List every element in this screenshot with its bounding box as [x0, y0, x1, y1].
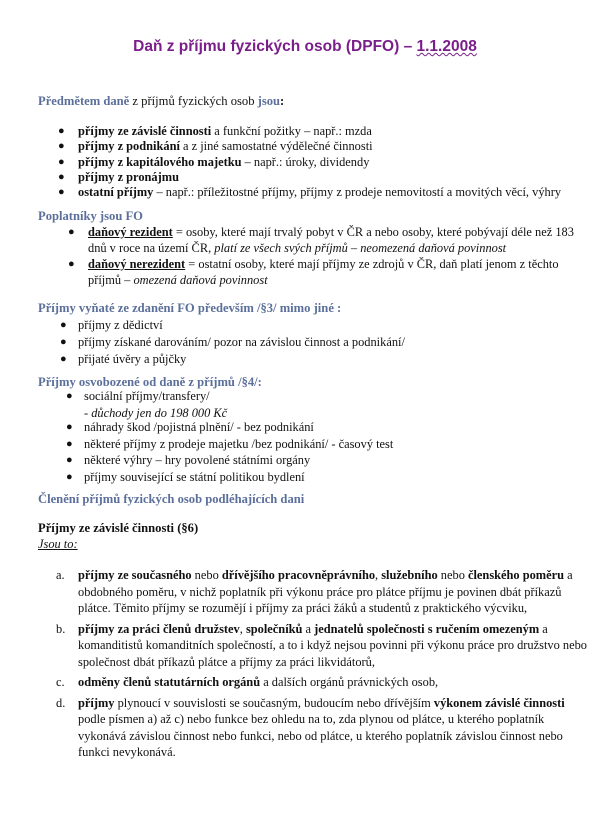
list-item: [0, 335, 610, 352]
list-zavisla: [0, 567, 610, 765]
ordered-item-label: d.: [56, 695, 66, 710]
list-osvobozene: [0, 389, 610, 486]
list-item: [0, 352, 610, 369]
list-item-text: některé výhry – hry povolené státními orgány: [84, 453, 311, 467]
list-item-text: příjmy související se státní politikou bydlení: [84, 469, 305, 484]
heading-osvobozene: Příjmy osvobozené od daně z příjmů /§4/:: [38, 375, 262, 389]
bullet-icon: ●: [68, 258, 75, 270]
list-item-italic: omezená daňová povinnost: [133, 272, 268, 287]
list-item-text: sociální příjmy/transfery/: [84, 389, 210, 403]
bullet-icon: ●: [66, 421, 73, 433]
list-item: [0, 155, 610, 170]
list-item-text: náhrady škod /pojistná plnění/ - bez podnikání: [84, 420, 314, 434]
list-item: [0, 318, 610, 335]
list-poplatnici: [0, 225, 610, 289]
list-vynate: [0, 318, 610, 369]
bullet-icon: ●: [60, 336, 67, 348]
bullet-icon: ●: [58, 155, 65, 168]
bullet-icon: ●: [66, 454, 73, 466]
heading-cleneni: Členění příjmů fyzických osob podléhajících dani: [38, 492, 305, 506]
list-item: [0, 124, 610, 139]
list-item-rest: – např.: příležitostné příjmy, příjmy z prodeje nemovitostí a movitých věcí, výhry: [153, 185, 562, 200]
bullet-icon: ●: [68, 226, 75, 238]
list-item-text: [78, 124, 372, 139]
heading-zavisla: Příjmy ze závislé činnosti (§6): [38, 521, 199, 535]
ordered-item-label: c.: [56, 675, 65, 689]
list-item: [0, 470, 610, 487]
bullet-icon: ●: [60, 319, 67, 331]
list-item-bold: příjmy z pronájmu: [78, 169, 179, 184]
list-item-bold: daňový rezident: [88, 225, 173, 239]
ordered-item-text: příjmy ze současného nebo dřívějšího pracovněprávního, služebního nebo členského poměru a obdobného poměru, v nichž poplatník při výkonu práce pro plátce příjmu je povinen dbát příkazů plátce. Těmito příjmy se rozumějí i příjmy za práci žáků a studentů z praktického výcviku,: [78, 568, 573, 615]
bullet-icon: ●: [66, 437, 73, 450]
list-item: [0, 420, 610, 437]
bullet-icon: ●: [58, 125, 65, 137]
list-item-rest: a z jiné samostatné výdělečné činnosti: [179, 139, 373, 154]
ordered-item: [0, 621, 588, 671]
ordered-item-label: b.: [56, 621, 66, 636]
list-item-text: příjmy z dědictví: [78, 318, 163, 332]
list-item-note: [0, 406, 610, 421]
list-item-rest: = ostatní osoby, které mají příjmy ze zdrojů v ČR, daň platí jenom z těchto příjmů –: [88, 257, 559, 287]
ordered-item: [0, 674, 588, 691]
ordered-item-text: příjmy plynoucí v souvislosti se současným, budoucím nebo dřívějším výkonem závislé činnosti podle písmen a) až c) nebo funkce bez ohledu na to, zda plynou od plátce, u kterého poplatník vykonává závislou činnost nebo funkci, nebo od plátce, u kterého poplatník závislou činnost nebo funkci nevykonává.: [78, 695, 565, 759]
list-item: [0, 185, 610, 200]
list-item: [0, 257, 576, 288]
list-item-text: příjmy získané darováním/ pozor na závislou činnost a podnikání/: [78, 335, 405, 349]
list-item-text: [78, 139, 373, 154]
ordered-item: [0, 695, 588, 761]
bullet-icon: ●: [66, 470, 73, 483]
list-item-bold: daňový nerezident: [88, 257, 186, 271]
list-item-bold: ostatní příjmy: [78, 185, 154, 200]
ordered-item: [0, 567, 588, 617]
list-item-text: [78, 185, 561, 200]
heading-vynate: Příjmy vyňaté ze zdanění FO především /§3/ mimo jiné :: [38, 301, 342, 315]
list-item-rest: – např.: úroky, dividendy: [241, 154, 370, 169]
list-item: [0, 389, 610, 406]
bullet-icon: ●: [66, 390, 73, 402]
bullet-icon: ●: [58, 170, 65, 183]
list-item-text: některé příjmy z prodeje majetku /bez podnikání/ - časový test: [84, 436, 394, 451]
list-item-text: [78, 155, 369, 170]
list-item-text: [78, 170, 179, 185]
subheading-jsou-to: Jsou to:: [38, 537, 78, 551]
bullet-icon: ●: [58, 186, 65, 199]
ordered-item-label: a.: [56, 568, 65, 582]
list-item-rest: = osoby, které mají trvalý pobyt v ČR a nebo osoby, které pobývají déle než 183 dnů v roce na území ČR,: [88, 225, 574, 255]
list-item-bold: příjmy z podnikání: [78, 139, 180, 154]
list-item-bold: příjmy ze závislé činnosti: [78, 124, 212, 138]
note-text: - důchody jen do 198 000 Kč: [84, 405, 228, 420]
list-item-italic: platí ze všech svých příjmů – neomezená daňová povinnost: [214, 240, 507, 255]
list-item-text: přijaté úvěry a půjčky: [78, 352, 187, 366]
bullet-icon: ●: [60, 353, 67, 365]
title-date: 1.1.2008: [416, 38, 477, 55]
document-title: [0, 38, 610, 56]
list-item: [0, 170, 610, 185]
bullet-icon: ●: [58, 140, 65, 153]
list-item: [0, 225, 576, 256]
list-item-bold: příjmy z kapitálového majetku: [78, 154, 242, 169]
heading-poplatnici: Poplatníky jsou FO: [38, 209, 143, 223]
heading-predmet: Předmětem daně z příjmů fyzických osob jsou:: [38, 94, 285, 108]
title-text: Daň z příjmu fyzických osob (DPFO) –: [133, 38, 417, 55]
list-predmet: [0, 124, 610, 200]
ordered-item-text: příjmy za práci členů družstev, společníků a jednatelů společnosti s ručením omezeným a komanditistů komanditních společností, a to i když nejsou povinni při výkonu práce pro družstvo nebo společnost dbát příkazů plátce a příjmy za práci likvidátorů,: [78, 621, 587, 669]
list-item: [0, 437, 610, 454]
ordered-item-text: odměny členů statutárních orgánů a dalších orgánů právnických osob,: [78, 675, 439, 689]
list-item: [0, 453, 610, 470]
list-item-rest: a funkční požitky – např.: mzda: [211, 124, 372, 138]
list-item: [0, 139, 610, 154]
